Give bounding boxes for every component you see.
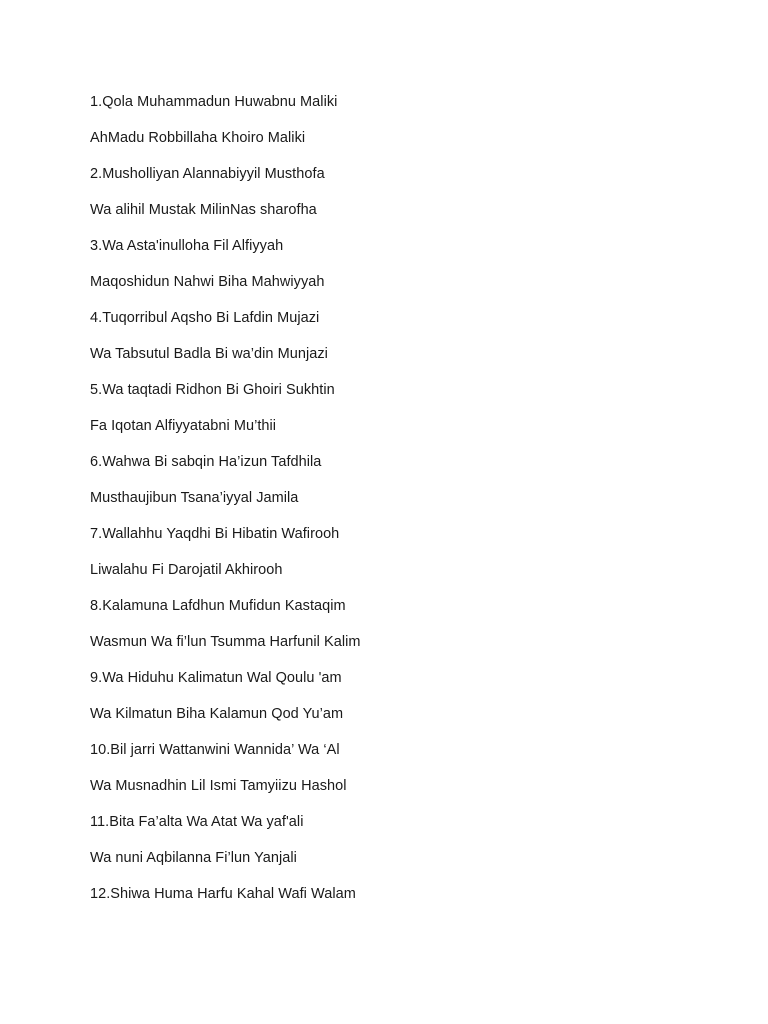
verse-line: 1.Qola Muhammadun Huwabnu Maliki bbox=[90, 94, 338, 110]
verse-line: 12.Shiwa Huma Harfu Kahal Wafi Walam bbox=[90, 886, 356, 902]
verse-line: 3.Wa Asta'inulloha Fil Alfiyyah bbox=[90, 238, 284, 254]
verse-line: 2.Musholliyan Alannabiyyil Musthofa bbox=[90, 166, 325, 182]
verse-line: Liwalahu Fi Darojatil Akhirooh bbox=[90, 562, 283, 578]
verse-line: 9.Wa Hiduhu Kalimatun Wal Qoulu 'am bbox=[90, 670, 342, 686]
verse-line: 8.Kalamuna Lafdhun Mufidun Kastaqim bbox=[90, 598, 346, 614]
verse-line: Wa Kilmatun Biha Kalamun Qod Yu’am bbox=[90, 706, 344, 722]
verse-line: Wa Musnadhin Lil Ismi Tamyiizu Hashol bbox=[90, 778, 347, 794]
verse-line: 4.Tuqorribul Aqsho Bi Lafdin Mujazi bbox=[90, 310, 320, 326]
verse-line: 11.Bita Fa’alta Wa Atat Wa yaf'ali bbox=[90, 814, 304, 830]
verse-line: 6.Wahwa Bi sabqin Ha’izun Tafdhila bbox=[90, 454, 322, 470]
verse-line: Wa nuni Aqbilanna Fi’lun Yanjali bbox=[90, 850, 297, 866]
verse-list bbox=[90, 91, 361, 919]
verse-line: 5.Wa taqtadi Ridhon Bi Ghoiri Sukhtin bbox=[90, 382, 335, 398]
verse-line: Maqoshidun Nahwi Biha Mahwiyyah bbox=[90, 274, 325, 290]
verse-line: Fa Iqotan Alfiyyatabni Mu’thii bbox=[90, 418, 277, 434]
verse-line: Wasmun Wa fi’lun Tsumma Harfunil Kalim bbox=[90, 634, 361, 650]
verse-line: AhMadu Robbillaha Khoiro Maliki bbox=[90, 130, 306, 146]
verse-line: Wa alihil Mustak MilinNas sharofha bbox=[90, 202, 317, 218]
verse-line: 7.Wallahhu Yaqdhi Bi Hibatin Wafirooh bbox=[90, 526, 340, 542]
verse-line: Musthaujibun Tsana’iyyal Jamila bbox=[90, 490, 299, 506]
verse-line: Wa Tabsutul Badla Bi wa’din Munjazi bbox=[90, 346, 328, 362]
verse-line: 10.Bil jarri Wattanwini Wannida’ Wa ‘Al bbox=[90, 742, 340, 758]
